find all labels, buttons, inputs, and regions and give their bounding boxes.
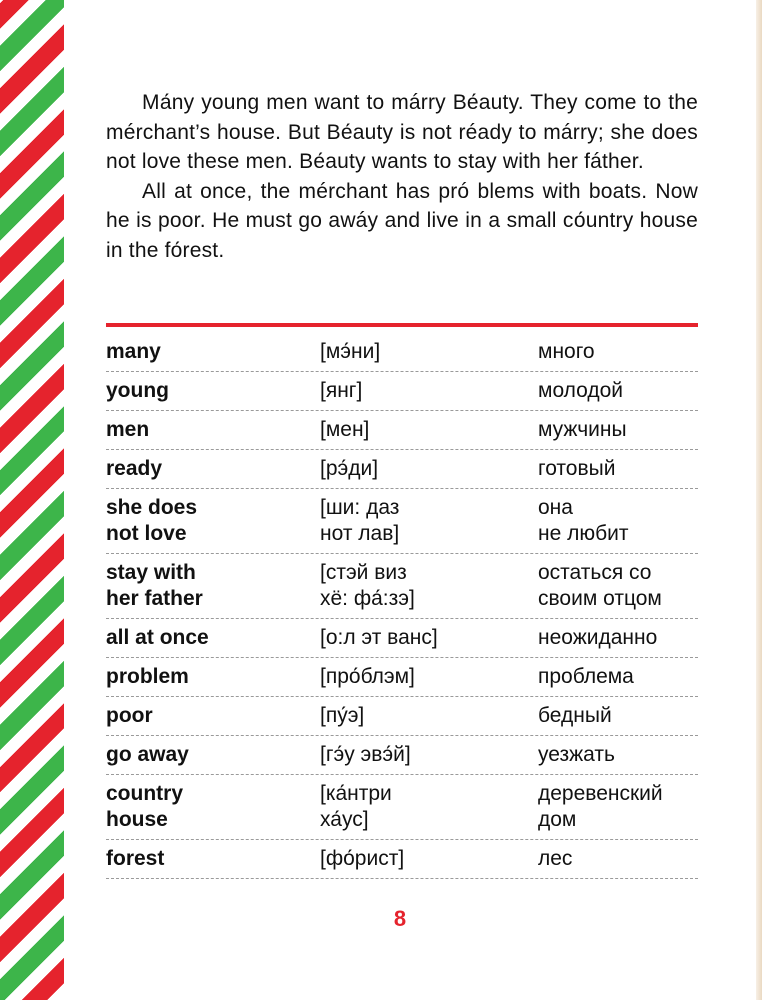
vocabulary-row [106,697,698,736]
vocabulary-translation: проблема [538,665,634,688]
page-number: 8 [393,906,407,931]
vocabulary-word: go away [106,743,189,766]
vocabulary-translation: уезжать [538,743,615,766]
vocabulary-word: she does not love [106,496,198,545]
vocabulary-row [106,450,698,489]
page-edge-shadow [756,0,762,1000]
vocabulary-word: men [106,418,150,441]
vocabulary-row [106,658,698,697]
vocabulary-transcription: [янг] [320,379,363,402]
vocabulary-transcription: [ши: даз нот лав] [320,496,400,545]
vocabulary-transcription: [мен] [320,418,370,441]
vocabulary-transcription: [пу́э] [320,704,365,727]
vocabulary-row [106,840,698,879]
vocabulary-transcription: [ка́нтри ха́ус] [320,782,392,831]
vocabulary-row [106,489,698,554]
vocabulary-transcription: [гэ́у эвэ́й] [320,743,411,766]
vocabulary-translation: остаться со своим отцом [538,561,662,610]
vocabulary-word: country house [106,782,184,831]
vocabulary-translation: молодой [538,379,624,402]
vocabulary-row [106,333,698,372]
vocabulary-translation: лес [538,847,573,870]
vocabulary-translation: много [538,340,595,363]
vocabulary-word: stay with her father [106,561,203,610]
vocabulary-translation: деревенский дом [538,782,663,831]
vocabulary-top-rule [106,323,698,327]
vocabulary-translation: бедный [538,704,612,727]
vocabulary-transcription: [стэй виз хё: фа́:зэ] [320,561,415,610]
story-text [106,88,698,265]
vocabulary-word: ready [106,457,163,480]
vocabulary-word: poor [106,704,153,727]
vocabulary-row [106,411,698,450]
vocabulary-row [106,775,698,840]
story-paragraph: Ма́ny young men want to márry Bе́auty. They come to the mérchant’s house. But Bе́auty is not réady to márry; she does not love these men. Bе́auty wants to stay with her fáther. [106,91,698,173]
story-paragraph: All at once, the mérchant has pró blems with boats. Now he is poor. He must go awáy and live in a small со́untry house in the fо́rest. [106,179,698,262]
vocabulary-translation: неожиданно [538,626,658,649]
vocabulary-row [106,554,698,619]
decorative-stripe-border [0,0,64,1000]
vocabulary-word: forest [106,847,165,870]
vocabulary-row [106,619,698,658]
vocabulary-row [106,372,698,411]
vocabulary-translation: мужчины [538,418,627,441]
vocabulary-word: many [106,340,161,363]
vocabulary-word: young [106,379,169,402]
vocabulary-word: problem [106,665,189,688]
vocabulary-row [106,736,698,775]
vocabulary-transcription: [мэ́ни] [320,340,381,363]
vocabulary-transcription: [о:л эт ванс] [320,626,438,649]
vocabulary-table [106,333,698,879]
vocabulary-transcription: [фо́рист] [320,847,405,870]
vocabulary-transcription: [рэ́ди] [320,457,379,480]
vocabulary-translation: готовый [538,457,616,480]
vocabulary-translation: она не любит [538,496,629,545]
vocabulary-transcription: [про́блэм] [320,665,415,688]
vocabulary-word: all at once [106,626,209,649]
